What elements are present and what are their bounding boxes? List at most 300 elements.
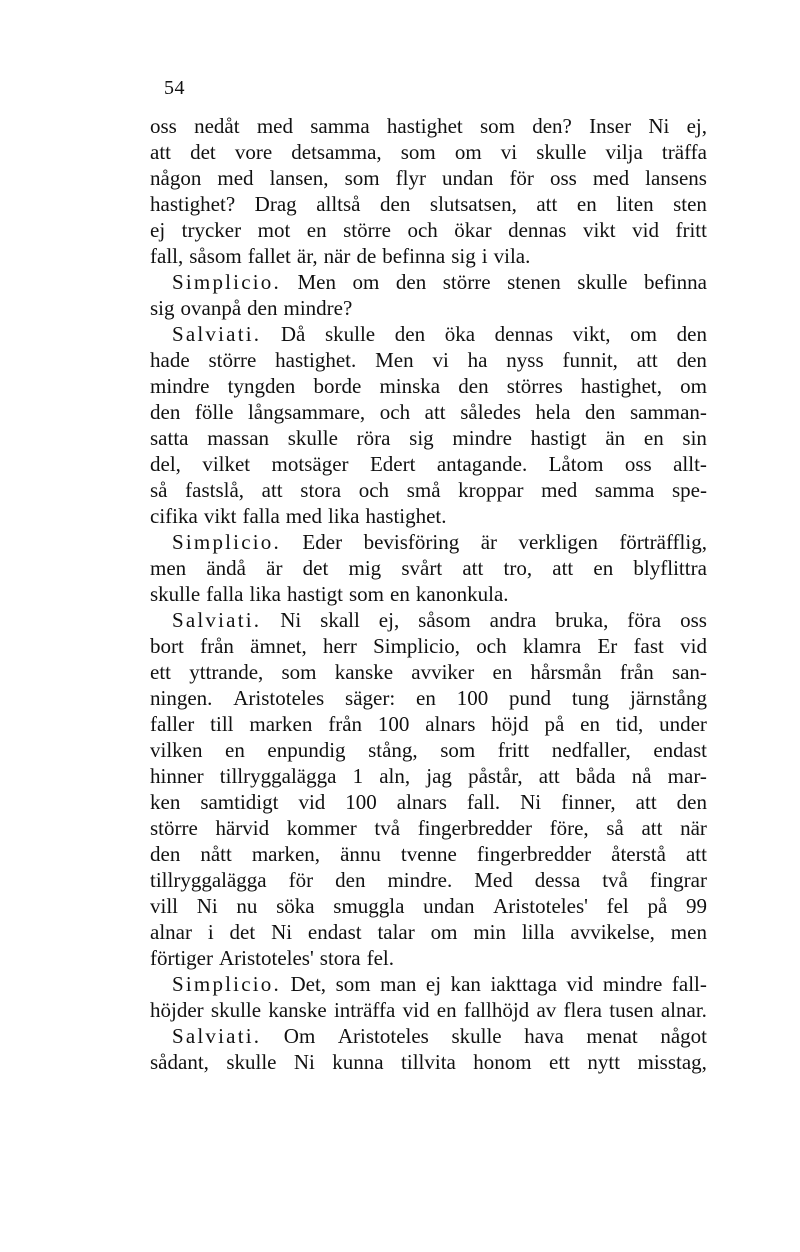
- word: det: [302, 556, 329, 580]
- word: bevisföring: [363, 530, 460, 554]
- word: ej: [425, 972, 442, 996]
- word: att: [424, 400, 446, 424]
- word: när: [323, 244, 351, 268]
- word: samma: [594, 478, 655, 502]
- word: en: [225, 738, 245, 762]
- word: sig: [150, 296, 175, 320]
- text-line: [150, 295, 707, 321]
- word: en: [643, 426, 664, 450]
- word: Låtom: [548, 452, 604, 476]
- word: dennas: [494, 322, 553, 346]
- word: Aristoteles': [493, 894, 588, 918]
- word: höjd: [491, 712, 529, 736]
- word: Ni: [196, 894, 218, 918]
- word: san-: [671, 660, 707, 684]
- word: oss: [150, 114, 177, 138]
- word: flyr: [395, 166, 426, 190]
- word: en: [416, 686, 436, 710]
- word: Ni: [293, 1050, 315, 1074]
- word: sten: [673, 192, 707, 216]
- word: så: [150, 478, 168, 502]
- word: om: [352, 270, 380, 294]
- word: talar: [377, 920, 415, 944]
- word: det: [229, 920, 256, 944]
- text-line: [150, 815, 707, 841]
- word: oss: [680, 608, 707, 632]
- word: marken: [249, 712, 313, 736]
- word: den: [150, 400, 181, 424]
- word: fel.: [366, 946, 394, 970]
- word: min: [473, 920, 506, 944]
- word: föra: [627, 608, 662, 632]
- word: någon: [150, 166, 202, 190]
- word: hastighet.: [275, 348, 357, 372]
- word: i: [207, 920, 214, 944]
- word: till: [210, 712, 234, 736]
- word: nyss: [506, 348, 544, 372]
- text-line: [150, 555, 707, 581]
- word: massan: [207, 426, 270, 450]
- word: flera: [563, 998, 602, 1022]
- text-line: [150, 503, 707, 529]
- word: ej: [150, 218, 166, 242]
- word: trycker: [181, 218, 242, 242]
- word: herr: [323, 634, 357, 658]
- word: såsom: [418, 608, 471, 632]
- word: den: [394, 322, 426, 346]
- word: om: [630, 322, 658, 346]
- word: samma: [310, 114, 370, 138]
- word: dennas: [508, 218, 567, 242]
- text-line: [150, 269, 707, 295]
- word: en: [580, 712, 600, 736]
- word: dessa: [534, 868, 581, 892]
- word: långsammare,: [247, 400, 366, 424]
- word: vikt: [203, 504, 237, 528]
- word: Ni: [648, 114, 670, 138]
- word: 100: [345, 790, 377, 814]
- word: som: [440, 738, 476, 762]
- text-line: [150, 425, 707, 451]
- word: smuggla: [333, 894, 405, 918]
- word: befinna: [382, 244, 446, 268]
- word: fastslå,: [185, 478, 245, 502]
- word: ningen.: [150, 686, 213, 710]
- word: ökar: [454, 218, 492, 242]
- word: ej,: [378, 608, 400, 632]
- word: tillryggalägga: [150, 868, 267, 892]
- speaker-name: Simplicio.: [172, 972, 281, 996]
- word: det: [190, 140, 216, 164]
- word: som: [400, 140, 436, 164]
- word: motsäger: [271, 452, 349, 476]
- word: fast: [633, 634, 664, 658]
- word: sig: [409, 426, 434, 450]
- word: Aristoteles: [233, 686, 325, 710]
- word: från: [619, 660, 654, 684]
- word: fritt: [497, 738, 530, 762]
- word: Men: [375, 348, 414, 372]
- word: alltså: [316, 192, 361, 216]
- word: kanske: [334, 660, 394, 684]
- word: fritt: [675, 218, 707, 242]
- text-line: [150, 373, 707, 399]
- word: fall-: [671, 972, 707, 996]
- word: Aristoteles': [218, 946, 314, 970]
- word: endast: [307, 920, 362, 944]
- speaker-name: Simplicio.: [172, 530, 281, 554]
- word: på: [544, 712, 565, 736]
- word: blyflittra: [633, 556, 707, 580]
- word: bort: [150, 634, 184, 658]
- word: de: [356, 244, 377, 268]
- word: och: [476, 634, 507, 658]
- word: klamra: [522, 634, 582, 658]
- word: vid: [680, 634, 707, 658]
- word: kunna: [332, 1050, 384, 1074]
- word: lilla: [521, 920, 555, 944]
- word: ett: [150, 660, 171, 684]
- word: 100: [456, 686, 489, 710]
- word: för: [288, 868, 314, 892]
- word: när: [680, 816, 707, 840]
- word: mindre: [150, 374, 210, 398]
- word: förtiger: [150, 946, 213, 970]
- speaker-name: Salviati.: [172, 1024, 262, 1048]
- word: vid: [566, 972, 594, 996]
- word: detsamma,: [291, 140, 382, 164]
- word: att: [462, 556, 484, 580]
- word: minska: [379, 374, 441, 398]
- word: med: [217, 166, 254, 190]
- word: än: [605, 426, 626, 450]
- text-line: [150, 633, 707, 659]
- word: större: [150, 816, 198, 840]
- word: hinner: [150, 764, 204, 788]
- word: störres: [506, 374, 563, 398]
- text-line: [150, 997, 707, 1023]
- word: den: [380, 192, 411, 216]
- word: sin: [682, 426, 707, 450]
- word: Edert: [369, 452, 416, 476]
- word: en: [492, 660, 513, 684]
- word: verkligen: [518, 530, 598, 554]
- word: vid: [298, 790, 326, 814]
- word: allt-: [673, 452, 707, 476]
- word: tung: [571, 686, 610, 710]
- word: i: [481, 244, 488, 268]
- word: funnit,: [562, 348, 618, 372]
- text-line: [150, 399, 707, 425]
- word: med: [592, 166, 630, 190]
- word: öka: [444, 322, 476, 346]
- word: järnstång: [630, 686, 707, 710]
- word: hastigt: [530, 426, 587, 450]
- word: oss: [624, 452, 652, 476]
- word: tyngden: [227, 374, 296, 398]
- word: således: [460, 400, 521, 424]
- word: antagande.: [436, 452, 528, 476]
- word: om: [454, 140, 482, 164]
- word: Simplicio,: [373, 634, 461, 658]
- word: höjder: [150, 998, 204, 1022]
- word: stång,: [368, 738, 418, 762]
- word: skall: [320, 608, 360, 632]
- word: mindre.: [387, 868, 453, 892]
- word: kanonkula.: [415, 582, 509, 606]
- word: härvid: [215, 816, 270, 840]
- text-line: [150, 867, 707, 893]
- word: en: [436, 998, 457, 1022]
- word: om: [680, 374, 707, 398]
- word: att: [150, 140, 171, 164]
- word: del,: [150, 452, 181, 476]
- word: lika: [327, 504, 360, 528]
- word: vid: [402, 998, 430, 1022]
- word: ännu: [340, 842, 381, 866]
- word: röra: [356, 426, 391, 450]
- text-line: [150, 139, 707, 165]
- word: med: [541, 478, 578, 502]
- word: söka: [276, 894, 315, 918]
- page-number: 54: [164, 77, 185, 99]
- word: 1: [352, 764, 364, 788]
- word: borde: [313, 374, 362, 398]
- word: aln,: [379, 764, 411, 788]
- word: oss: [550, 166, 577, 190]
- word: vila.: [493, 244, 531, 268]
- word: den: [676, 322, 707, 346]
- word: hårsmån: [530, 660, 602, 684]
- word: skulle: [324, 322, 376, 346]
- word: honom: [473, 1050, 532, 1074]
- text-line: [150, 685, 707, 711]
- word: vore: [234, 140, 273, 164]
- word: avvikelse,: [570, 920, 655, 944]
- word: den: [150, 842, 181, 866]
- word: faller: [150, 712, 195, 736]
- word: är,: [296, 244, 318, 268]
- word: pund: [509, 686, 552, 710]
- word: hastighet,: [580, 374, 662, 398]
- word: som: [344, 166, 380, 190]
- word: hade: [150, 348, 190, 372]
- word: av: [536, 998, 557, 1022]
- word: den: [585, 400, 616, 424]
- word: träffa: [661, 140, 707, 164]
- word: förträfflig,: [619, 530, 707, 554]
- word: stora: [300, 478, 342, 502]
- word: skulle: [150, 582, 201, 606]
- word: större: [442, 270, 491, 294]
- word: skulle: [210, 998, 262, 1022]
- word: vikt: [582, 218, 616, 242]
- word: något: [660, 1024, 707, 1048]
- word: med: [256, 114, 293, 138]
- word: vilket: [202, 452, 251, 476]
- word: den: [335, 868, 366, 892]
- word: skulle: [226, 1050, 277, 1074]
- word: kanske: [268, 998, 327, 1022]
- word: nytt: [587, 1050, 621, 1074]
- word: Ni: [280, 608, 302, 632]
- word: säger:: [345, 686, 396, 710]
- word: fel: [606, 894, 629, 918]
- text-line: [150, 191, 707, 217]
- text-line: [150, 165, 707, 191]
- text-line: [150, 529, 707, 555]
- word: fingrar: [649, 868, 707, 892]
- word: är: [480, 530, 498, 554]
- word: vid: [632, 218, 659, 242]
- word: fall,: [150, 244, 184, 268]
- word: ovanpå: [180, 296, 242, 320]
- word: ken: [150, 790, 181, 814]
- word: påstår,: [468, 764, 523, 788]
- word: vi: [500, 140, 518, 164]
- word: stora: [319, 946, 361, 970]
- word: är: [266, 556, 283, 580]
- word: undan: [442, 166, 494, 190]
- text-line: [150, 763, 707, 789]
- word: som: [479, 114, 515, 138]
- word: under: [659, 712, 707, 736]
- word: vill: [150, 894, 179, 918]
- word: 99: [685, 894, 707, 918]
- word: satta: [150, 426, 189, 450]
- word: tro,: [503, 556, 533, 580]
- word: hastighet: [386, 114, 463, 138]
- word: fall.: [466, 790, 501, 814]
- text-line: [150, 113, 707, 139]
- word: tillryggalägga: [219, 764, 337, 788]
- word: vilja: [605, 140, 643, 164]
- word: undan: [423, 894, 475, 918]
- word: Aristoteles: [337, 1024, 429, 1048]
- text-line: [150, 607, 707, 633]
- word: före,: [549, 816, 589, 840]
- word: enpundig: [267, 738, 346, 762]
- word: sig: [451, 244, 476, 268]
- word: att: [552, 556, 574, 580]
- speaker-name: Salviati.: [172, 608, 262, 632]
- word: skulle: [451, 1024, 502, 1048]
- word: mar-: [667, 764, 707, 788]
- word: hastighet.: [365, 504, 447, 528]
- text-line: [150, 945, 707, 971]
- word: jag: [426, 764, 452, 788]
- word: nått: [200, 842, 232, 866]
- word: kommer: [286, 816, 357, 840]
- word: marken,: [251, 842, 321, 866]
- word: mindre: [452, 426, 512, 450]
- word: Eder: [302, 530, 343, 554]
- word: att: [635, 790, 657, 814]
- word: Då: [280, 322, 306, 346]
- word: tusen: [609, 998, 654, 1022]
- word: Ni: [520, 790, 542, 814]
- word: hava: [524, 1024, 564, 1048]
- word: att: [261, 478, 283, 502]
- word: den: [676, 790, 707, 814]
- word: den: [395, 270, 427, 294]
- word: ändå: [206, 556, 246, 580]
- text-line: [150, 217, 707, 243]
- word: ett: [549, 1050, 571, 1074]
- word: endast: [653, 738, 707, 762]
- word: skulle: [536, 140, 587, 164]
- word: lika: [249, 582, 281, 606]
- word: fingerbredder: [476, 842, 592, 866]
- word: att: [641, 816, 663, 840]
- word: falla: [206, 582, 244, 606]
- word: hastighet?: [150, 192, 236, 216]
- word: alnars: [396, 790, 447, 814]
- text-line: [150, 477, 707, 503]
- text-line: [150, 451, 707, 477]
- word: ha: [467, 348, 488, 372]
- word: ej,: [686, 114, 707, 138]
- word: slutsatsen,: [429, 192, 517, 216]
- word: fallet: [247, 244, 291, 268]
- word: tillvita: [401, 1050, 456, 1074]
- word: fingerbredder: [417, 816, 532, 840]
- word: om: [430, 920, 458, 944]
- word: Om: [283, 1024, 316, 1048]
- word: kroppar: [458, 478, 524, 502]
- word: en: [576, 192, 597, 216]
- text-line: [150, 789, 707, 815]
- word: man: [380, 972, 417, 996]
- word: den: [247, 296, 278, 320]
- word: andra: [489, 608, 537, 632]
- word: nå: [631, 764, 652, 788]
- text-line: [150, 841, 707, 867]
- word: en: [593, 556, 614, 580]
- word: alnars: [425, 712, 476, 736]
- word: Er: [597, 634, 618, 658]
- word: små: [406, 478, 441, 502]
- word: mindre?: [283, 296, 353, 320]
- word: liten: [616, 192, 654, 216]
- word: den: [676, 348, 707, 372]
- word: Med: [474, 868, 513, 892]
- word: vilken: [150, 738, 203, 762]
- word: att: [536, 192, 558, 216]
- word: och: [358, 478, 390, 502]
- text-line: [150, 971, 707, 997]
- word: nedfaller,: [551, 738, 631, 762]
- word: för: [509, 166, 534, 190]
- word: falla: [242, 504, 280, 528]
- text-line: [150, 347, 707, 373]
- text-line: [150, 321, 707, 347]
- word: såsom: [189, 244, 242, 268]
- speaker-name: Salviati.: [172, 322, 262, 346]
- word: mot: [257, 218, 291, 242]
- word: men: [670, 920, 707, 944]
- word: två: [374, 816, 401, 840]
- word: hela: [535, 400, 571, 424]
- word: lansens: [645, 166, 707, 190]
- word: avviker: [411, 660, 475, 684]
- word: båda: [575, 764, 616, 788]
- word: men: [150, 556, 187, 580]
- text-line: [150, 581, 707, 607]
- word: alnar: [150, 920, 192, 944]
- word: Men: [297, 270, 336, 294]
- speaker-name: Simplicio.: [172, 270, 281, 294]
